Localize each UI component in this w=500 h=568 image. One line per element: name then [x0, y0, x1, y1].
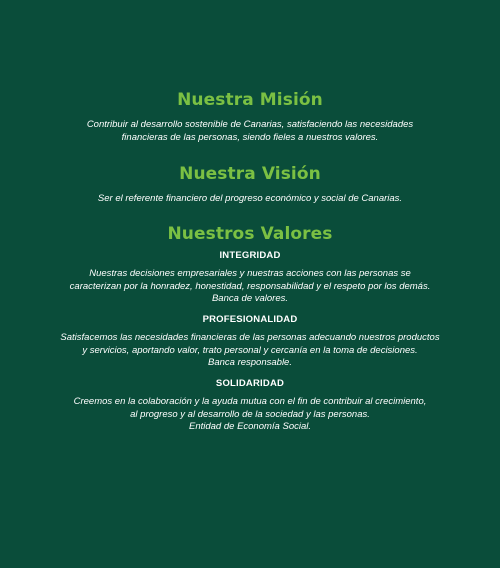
mision-text-line: Contribuir al desarrollo sostenible de Canarias, satisfaciendo las necesidades	[86, 119, 414, 130]
valor-title: SOLIDARIDAD	[215, 378, 285, 389]
valor-text-line: Banca responsable.	[208, 357, 292, 368]
mision-text-line: financieras de las personas, siendo fieles a nuestros valores.	[121, 131, 379, 143]
vision-text	[0, 193, 500, 206]
valor-solidaridad	[0, 378, 500, 434]
valor-profesionalidad	[0, 314, 500, 370]
valor-text-line: Entidad de Economía Social.	[189, 421, 311, 432]
vision-text-line: Ser el referente financiero del progreso económico y social de Canarias.	[97, 193, 403, 204]
mision-heading: Nuestra Misión	[177, 90, 323, 110]
valor-text-line: Nuestras decisiones empresariales y nuestras acciones con las personas se	[89, 268, 411, 279]
valor-text-line: Satisfacemos las necesidades financieras de las personas adecuando nuestros productos	[60, 332, 440, 343]
valor-text-line: y servicios, aportando valor, trato personal y cercanía en la toma de decisiones.	[82, 344, 418, 356]
valor-text-line: Creemos en la colaboración y la ayuda mutua con el fin de contribuir al crecimiento,	[73, 396, 427, 407]
valor-text-line: al progreso y al desarrollo de la sociedad y las personas.	[130, 408, 370, 420]
vision-section	[0, 164, 500, 206]
valor-integridad	[0, 250, 500, 306]
valor-text	[0, 268, 500, 306]
valor-text-line: caracterizan por la honradez, honestidad, responsabilidad y el respeto por los demás.	[69, 280, 431, 292]
valores-section	[0, 224, 500, 244]
valores-heading: Nuestros Valores	[167, 224, 333, 244]
valor-text-line: Banca de valores.	[211, 293, 289, 304]
mision-section	[0, 90, 500, 144]
valor-title: INTEGRIDAD	[219, 250, 281, 261]
vision-heading: Nuestra Visión	[179, 164, 321, 184]
mision-text	[0, 119, 500, 144]
valor-text	[0, 396, 500, 434]
valor-text	[0, 332, 500, 370]
valor-title: PROFESIONALIDAD	[202, 314, 298, 325]
